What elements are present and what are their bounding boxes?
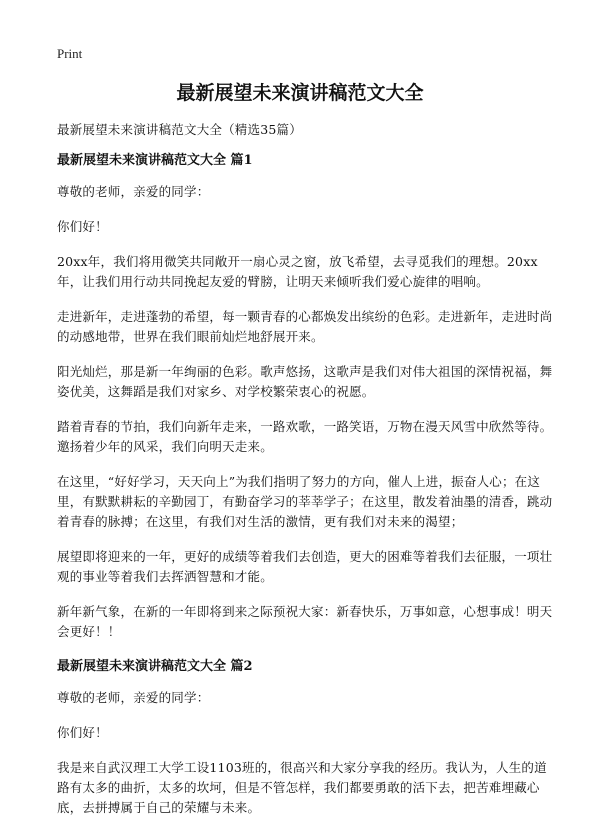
paragraph: 新年新气象，在新的一年即将到来之际预祝大家：新春快乐，万事如意，心想事成！明天会更好！！ — [57, 604, 553, 639]
document-body — [57, 120, 557, 833]
paragraph: 我是来自武汉理工大学工设1103班的，很高兴和大家分享我的经历。我认为，人生的道路有太多的曲折，太多的坎坷，但是不管怎样，我们都要勇敢的活下去，把苦难埋藏心底，去拼搏属于自己的荣耀与未来。 — [57, 760, 547, 815]
paragraph: 踏着青春的节拍，我们向新年走来，一路欢歌，一路笑语，万物在漫天风雪中欣然等待。邀扬着少年的风采，我们向明天走来。 — [57, 419, 553, 454]
section-heading: 最新展望未来演讲稿范文大全 篇1 — [57, 153, 253, 168]
paragraph: 展望即将迎来的一年，更好的成绩等着我们去创造，更大的困难等着我们去征服，一项壮观的事业等着我们去挥洒智慧和才能。 — [57, 549, 553, 584]
page-title: 最新展望未来演讲稿范文大全 — [176, 82, 424, 104]
document-subtitle: 最新展望未来演讲稿范文大全（精选35篇） — [57, 122, 302, 137]
paragraph: 尊敬的老师，亲爱的同学： — [57, 184, 210, 199]
paragraph: 尊敬的老师，亲爱的同学： — [57, 690, 210, 705]
paragraph: 你们好！ — [57, 725, 108, 740]
paragraph: 你们好！ — [57, 219, 108, 234]
paragraph: 阳光灿烂，那是新一年绚丽的色彩。歌声悠扬，这歌声是我们对伟大祖国的深情祝福，舞姿优美，这舞蹈是我们对家乡、对学校繁荣衷心的祝愿。 — [57, 364, 553, 399]
paragraph: 走进新年，走进蓬勃的希望，每一颗青春的心都焕发出缤纷的色彩。走进新年，走进时尚的动感地带，世界在我们眼前灿烂地舒展开来。 — [57, 309, 553, 344]
section-heading: 最新展望未来演讲稿范文大全 篇2 — [57, 659, 253, 674]
paragraph: 20xx年，我们将用微笑共同敞开一扇心灵之窗，放飞希望，去寻觅我们的理想。20xx年，让我们用行动共同挽起友爱的臂膀，让明天来倾听我们爱心旋律的唱响。 — [57, 254, 538, 289]
paragraph: 在这里，“好好学习，天天向上”为我们指明了努力的方向，催人上进，振奋人心；在这里，有默默耕耘的辛勤园丁，有勤奋学习的莘莘学子；在这里，散发着油墨的清香，跳动着青春的脉搏；在这里，有我们对生活的激情，更有我们对未来的渴望； — [57, 474, 553, 529]
print-link[interactable]: Print — [57, 46, 83, 61]
